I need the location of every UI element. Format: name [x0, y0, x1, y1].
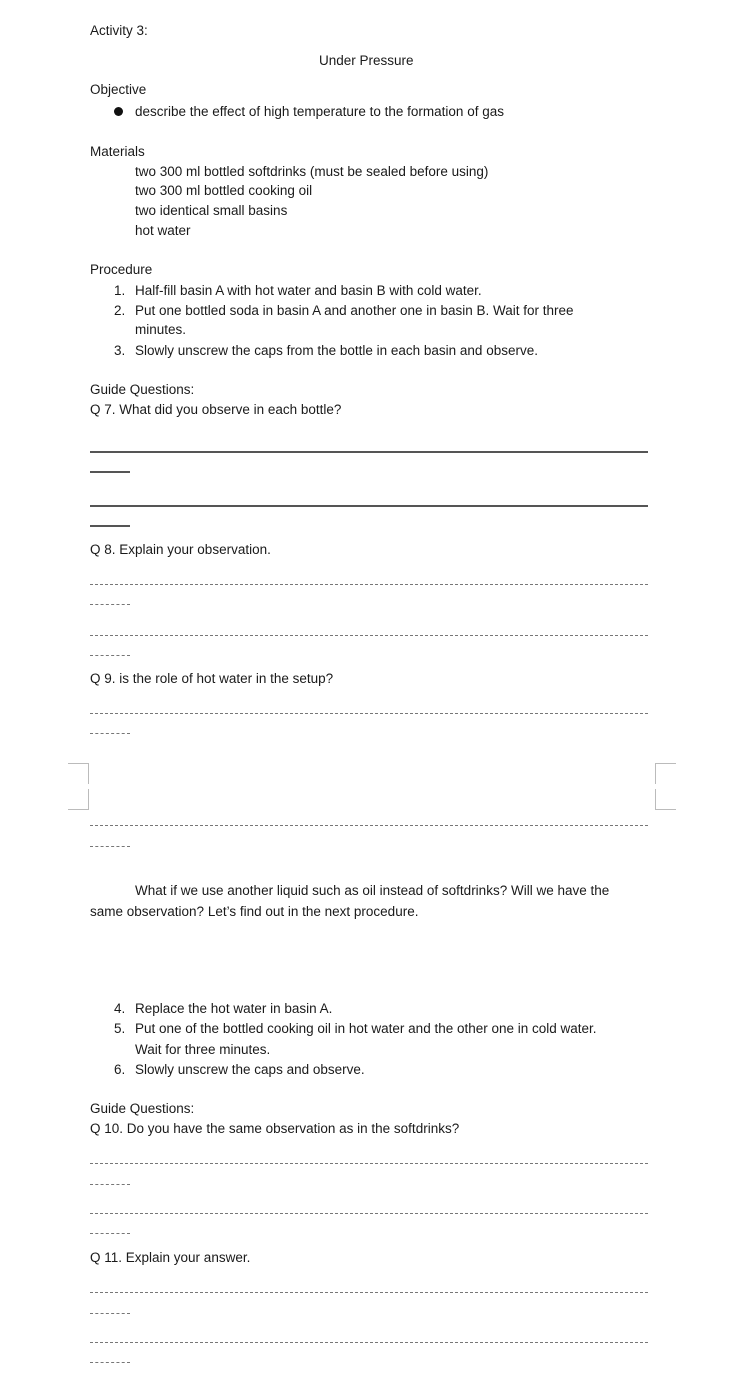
guide-questions-heading: Guide Questions: — [90, 382, 195, 397]
answer-line[interactable] — [90, 451, 648, 453]
step-text: Put one of the bottled cooking oil in hot water and the other one in cold water. — [135, 1021, 597, 1036]
question-11: Q 11. Explain your answer. — [90, 1250, 251, 1265]
question-9: Q 9. is the role of hot water in the setup? — [90, 671, 334, 686]
answer-line-short[interactable] — [90, 733, 130, 734]
scan-bracket-top-left — [68, 763, 89, 784]
materials-heading: Materials — [90, 144, 145, 159]
question-7: Q 7. What did you observe in each bottle? — [90, 402, 342, 417]
step-number: 4. — [114, 1001, 126, 1016]
step-number: 6. — [114, 1062, 126, 1077]
scan-bracket-bottom-right — [655, 789, 676, 810]
transition-text-cont: same observation? Let’s find out in the next procedure. — [90, 904, 419, 919]
material-item: hot water — [135, 223, 191, 238]
scan-bracket-top-right — [655, 763, 676, 784]
answer-line[interactable] — [90, 635, 648, 636]
answer-line-short[interactable] — [90, 655, 130, 656]
answer-line-short[interactable] — [90, 1184, 130, 1185]
objective-item: describe the effect of high temperature to the formation of gas — [135, 104, 504, 119]
material-item: two identical small basins — [135, 203, 288, 218]
step-text: Replace the hot water in basin A. — [135, 1001, 333, 1016]
answer-line-short[interactable] — [90, 525, 130, 527]
answer-line[interactable] — [90, 505, 648, 507]
objective-heading: Objective — [90, 82, 147, 97]
answer-line[interactable] — [90, 1342, 648, 1343]
answer-line[interactable] — [90, 584, 648, 585]
answer-line-short[interactable] — [90, 846, 130, 847]
step-number: 2. — [114, 303, 126, 318]
answer-line[interactable] — [90, 1163, 648, 1164]
bullet-icon — [114, 107, 123, 116]
step-text-cont: Wait for three minutes. — [135, 1042, 271, 1057]
answer-line-short[interactable] — [90, 471, 130, 473]
step-text: Slowly unscrew the caps from the bottle in each basin and observe. — [135, 343, 538, 358]
answer-line[interactable] — [90, 713, 648, 714]
step-number: 1. — [114, 283, 126, 298]
material-item: two 300 ml bottled softdrinks (must be sealed before using) — [135, 164, 489, 179]
step-text: Slowly unscrew the caps and observe. — [135, 1062, 365, 1077]
activity-label: Activity 3: — [90, 23, 148, 38]
page-title: Under Pressure — [319, 53, 414, 68]
step-text: Half-fill basin A with hot water and basin B with cold water. — [135, 283, 482, 298]
step-number: 5. — [114, 1021, 126, 1036]
question-8: Q 8. Explain your observation. — [90, 542, 271, 557]
guide-questions-heading-2: Guide Questions: — [90, 1101, 195, 1116]
answer-line[interactable] — [90, 1292, 648, 1293]
procedure-heading: Procedure — [90, 262, 153, 277]
answer-line-short[interactable] — [90, 1313, 130, 1314]
scan-bracket-bottom-left — [68, 789, 89, 810]
step-number: 3. — [114, 343, 126, 358]
material-item: two 300 ml bottled cooking oil — [135, 183, 313, 198]
transition-text: What if we use another liquid such as oil instead of softdrinks? Will we have the — [135, 883, 610, 898]
answer-line-short[interactable] — [90, 1233, 130, 1234]
answer-line-short[interactable] — [90, 604, 130, 605]
question-10: Q 10. Do you have the same observation as in the softdrinks? — [90, 1121, 460, 1136]
answer-line-short[interactable] — [90, 1362, 130, 1363]
answer-line[interactable] — [90, 1213, 648, 1214]
step-text: Put one bottled soda in basin A and another one in basin B. Wait for three — [135, 303, 574, 318]
step-text-cont: minutes. — [135, 322, 187, 337]
answer-line[interactable] — [90, 825, 648, 826]
